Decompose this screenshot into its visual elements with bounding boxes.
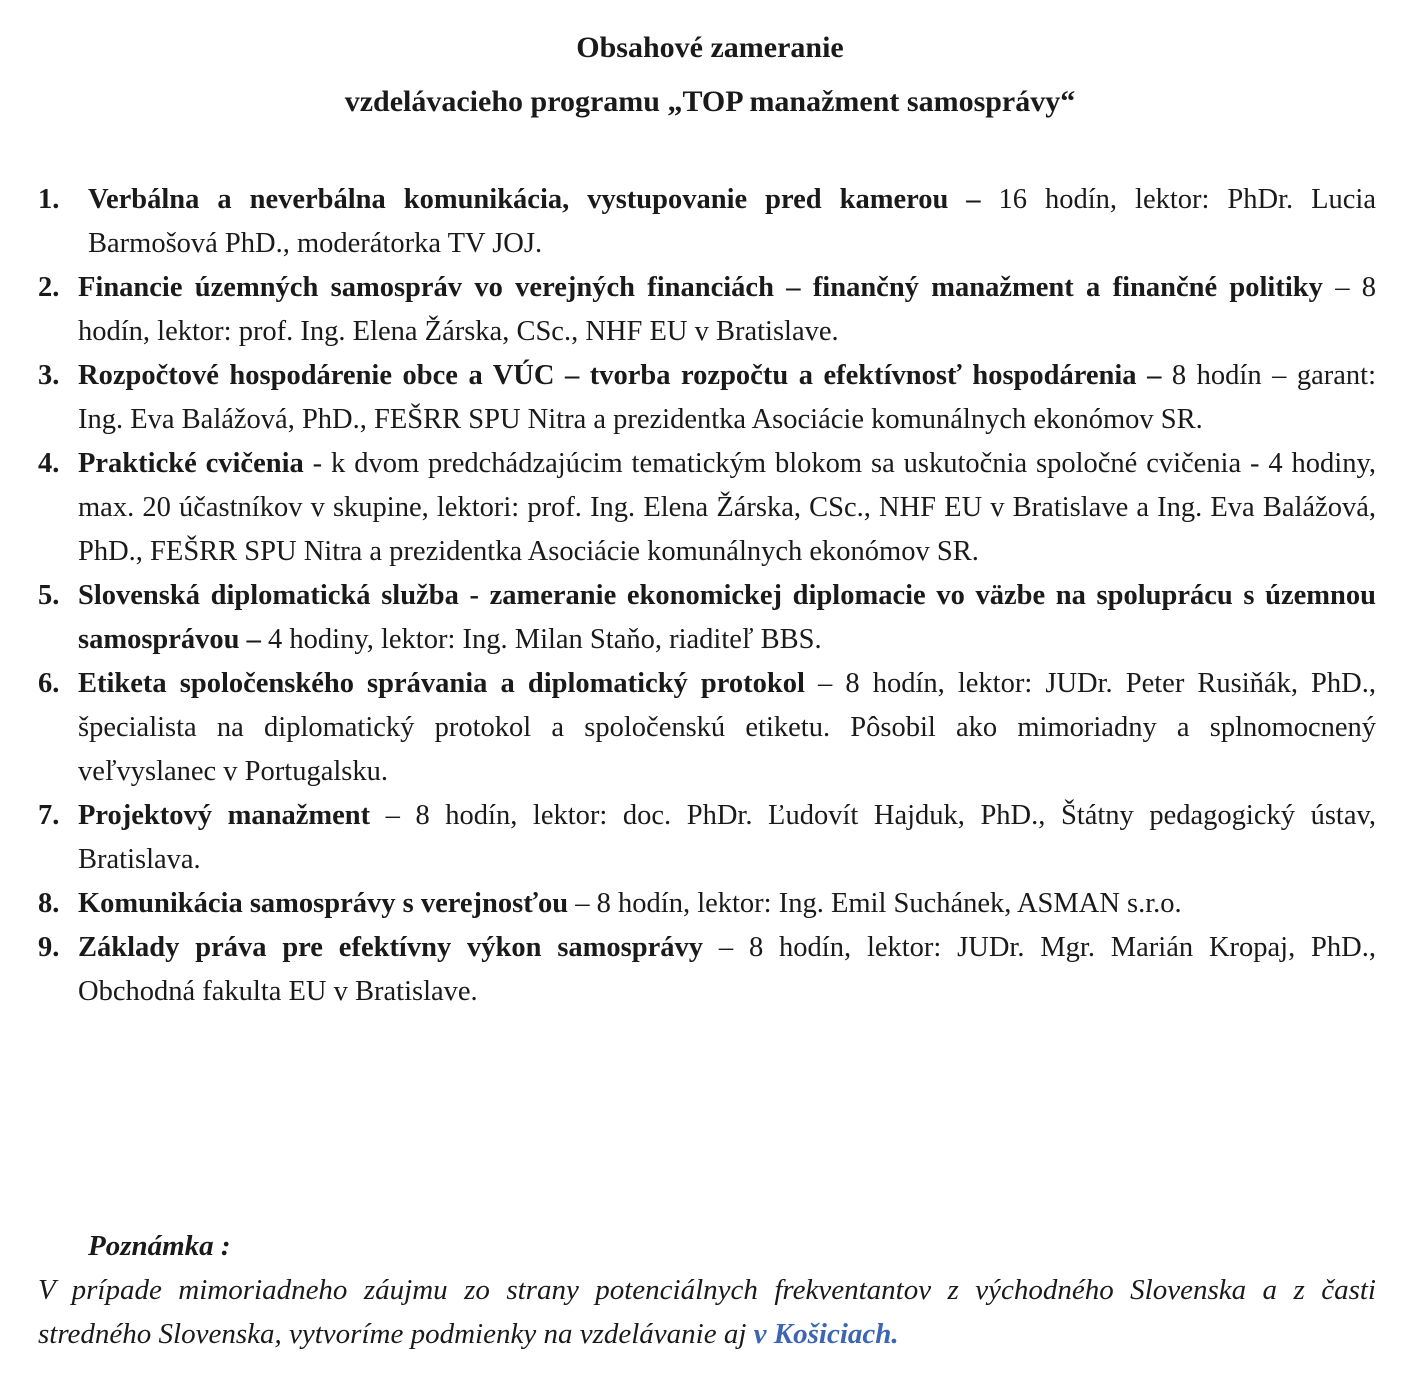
document-title-line-2: vzdelávacieho programu „TOP manažment samosprávy“ bbox=[344, 85, 1076, 118]
note-text bbox=[38, 1268, 1376, 1356]
item-topic: Rozpočtové hospodárenie obce a VÚC – tvorba rozpočtu a efektívnosť hospodárenia – bbox=[78, 360, 1162, 391]
item-topic: Základy práva pre efektívny výkon samosprávy bbox=[78, 932, 704, 963]
document-title-line-1: Obsahové zameranie bbox=[576, 31, 844, 64]
item-topic: Verbálna a neverbálna komunikácia, vystupovanie pred kamerou – bbox=[88, 184, 981, 215]
program-topics-list bbox=[38, 178, 1376, 1014]
item-number: 7. bbox=[38, 800, 60, 831]
item-number: 6. bbox=[38, 668, 60, 699]
item-number: 4. bbox=[38, 448, 60, 479]
item-details: 8 hodín – garant: Ing. Eva Balážová, PhD., FEŠRR SPU Nitra a prezidentka Asociácie komunálnych ekonómov SR. bbox=[78, 360, 1377, 435]
list-item bbox=[38, 882, 1376, 926]
item-topic: Financie územných samospráv vo verejných financiách – finančný manažment a finančné politiky bbox=[78, 272, 1323, 303]
item-details: – 8 hodín, lektor: Ing. Emil Suchánek, ASMAN s.r.o. bbox=[568, 888, 1182, 919]
item-details: – 8 hodín, lektor: prof. Ing. Elena Žárska, CSc., NHF EU v Bratislave. bbox=[78, 272, 1377, 347]
list-item bbox=[38, 266, 1376, 354]
item-topic: Praktické cvičenia bbox=[78, 448, 304, 479]
item-details: 16 hodín, lektor: PhDr. Lucia Barmošová PhD., moderátorka TV JOJ. bbox=[88, 184, 1376, 259]
item-number: 2. bbox=[38, 272, 60, 303]
item-details: - k dvom predchádzajúcim tematickým blokom sa uskutočnia spoločné cvičenia - 4 hodiny, max. 20 účastníkov v skupine, lektori: prof. Ing. Elena Žárska, CSc., NHF EU v Bratislave a Ing. Eva Balážová, PhD., FEŠRR SPU Nitra a prezidentka Asociácie komunálnych ekonómov SR. bbox=[78, 448, 1377, 567]
item-details: – 8 hodín, lektor: JUDr. Peter Rusiňák, PhD., špecialista na diplomatický protokol a spoločenskú etiketu. Pôsobil ako mimoriadny a splnomocnený veľvyslanec v Portugalsku. bbox=[78, 668, 1376, 787]
item-number: 5. bbox=[38, 580, 60, 611]
list-item bbox=[38, 574, 1376, 662]
item-number: 8. bbox=[38, 888, 60, 919]
list-item bbox=[38, 662, 1376, 794]
item-details: – 8 hodín, lektor: doc. PhDr. Ľudovít Hajduk, PhD., Štátny pedagogický ústav, Bratislava. bbox=[78, 800, 1376, 875]
item-number: 1. bbox=[38, 184, 60, 215]
note-highlight-city: v Košiciach. bbox=[753, 1318, 899, 1350]
list-item bbox=[38, 794, 1376, 882]
item-number: 9. bbox=[38, 932, 60, 963]
item-topic: Projektový manažment bbox=[78, 800, 371, 831]
list-item bbox=[38, 442, 1376, 574]
list-item bbox=[38, 926, 1376, 1014]
item-topic: Slovenská diplomatická služba - zameranie ekonomickej diplomacie vo väzbe na spoluprácu s územnou samosprávou – bbox=[78, 580, 1376, 655]
item-details: – 8 hodín, lektor: JUDr. Mgr. Marián Kropaj, PhD., Obchodná fakulta EU v Bratislave. bbox=[78, 932, 1376, 1007]
list-item bbox=[38, 178, 1376, 266]
item-topic: Komunikácia samosprávy s verejnosťou bbox=[78, 888, 569, 919]
item-details: 4 hodiny, lektor: Ing. Milan Staňo, riaditeľ BBS. bbox=[260, 624, 822, 655]
list-item bbox=[38, 354, 1376, 442]
note-label: Poznámka : bbox=[88, 1230, 231, 1262]
item-topic: Etiketa spoločenského správania a diplomatický protokol bbox=[78, 668, 805, 699]
note-body: V prípade mimoriadneho záujmu zo strany potenciálnych frekventantov z východného Slovenska a z časti stredného Slovenska, vytvoríme podmienky na vzdelávanie aj bbox=[38, 1274, 1376, 1350]
item-number: 3. bbox=[38, 360, 60, 391]
